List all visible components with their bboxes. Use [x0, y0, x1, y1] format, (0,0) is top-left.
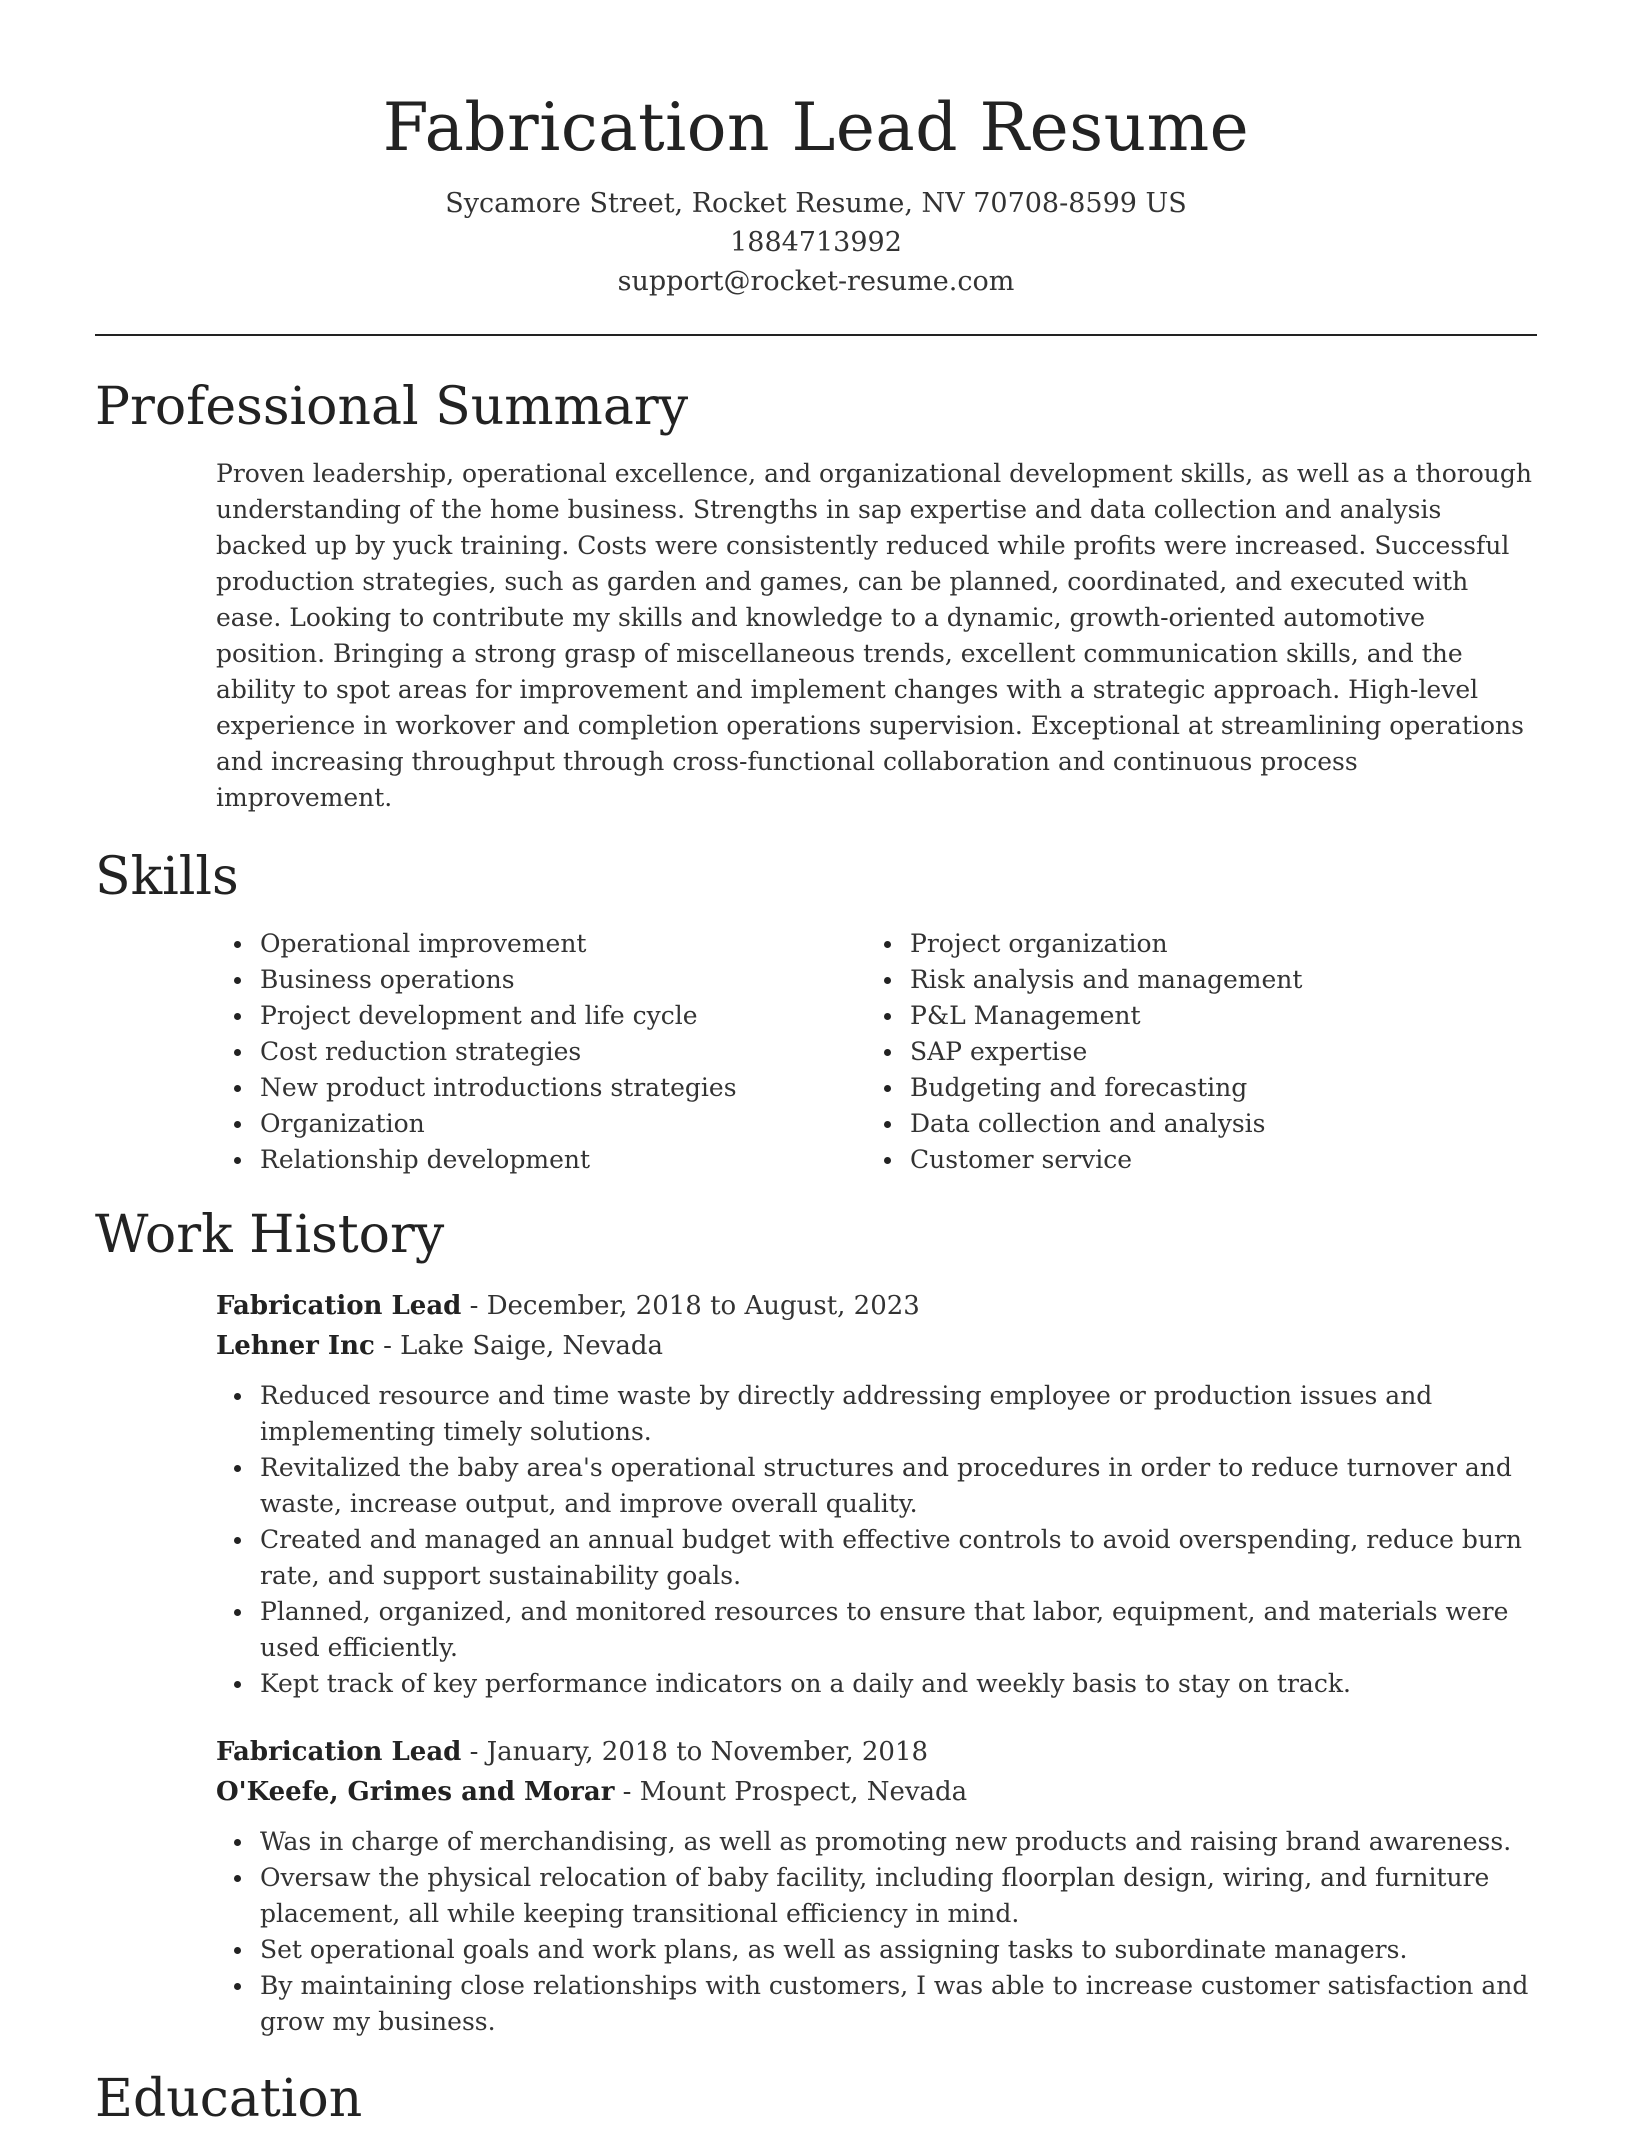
header-divider — [95, 334, 1537, 336]
skill-item: Project organization — [866, 926, 1466, 962]
skill-item: SAP expertise — [866, 1034, 1466, 1070]
job-location: Mount Prospect, Nevada — [639, 1777, 968, 1807]
separator: - — [614, 1777, 640, 1807]
skill-item: Organization — [216, 1106, 866, 1142]
skill-item: Operational improvement — [216, 926, 866, 962]
job-company-line — [216, 1326, 1537, 1366]
phone-text: 1884713992 — [730, 227, 902, 258]
job-title-line — [216, 1286, 1537, 1326]
skill-item: Customer service — [866, 1142, 1466, 1178]
skills-list-right — [866, 926, 1466, 1178]
job-entry — [216, 1732, 1537, 2040]
job-title: Fabrication Lead — [216, 1737, 462, 1767]
section-title-summary: Professional Summary — [95, 377, 689, 437]
skills-list-left — [216, 926, 866, 1178]
separator: - — [374, 1331, 401, 1361]
job-bullet: Revitalized the baby area's operational structures and procedures in order to reduce turnover and waste, increase output, and improve overall quality. — [216, 1450, 1537, 1522]
job-company-line — [216, 1772, 1537, 1812]
job-bullet: Kept track of key performance indicators on a daily and weekly basis to stay on track. — [216, 1666, 1537, 1702]
skill-item: New product introductions strategies — [216, 1070, 866, 1106]
job-bullets — [216, 1824, 1537, 2040]
job-company: Lehner Inc — [216, 1331, 375, 1361]
skill-item: Budgeting and forecasting — [866, 1070, 1466, 1106]
job-company: O'Keefe, Grimes and Morar — [216, 1777, 615, 1807]
job-bullet: Planned, organized, and monitored resources to ensure that labor, equipment, and materials were used efficiently. — [216, 1594, 1537, 1666]
job-location: Lake Saige, Nevada — [400, 1331, 663, 1361]
skill-item: P&L Management — [866, 998, 1466, 1034]
summary-paragraph: Proven leadership, operational excellence, and organizational development skills, as well as a thorough understanding of the home business. Strengths in sap expertise and data collection and analysis backed up by yuck training. Costs were consistently reduced while profits were increased. Successful production strategies, such as garden and games, can be planned, coordinated, and executed with ease. Looking to contribute my skills and knowledge to a dynamic, growth-oriented automotive position. Bringing a strong grasp of miscellaneous trends, excellent communication skills, and the ability to spot areas for improvement and implement changes with a strategic approach. High-level experience in workover and completion operations supervision. Exceptional at streamlining operations and increasing throughput through cross-functional collaboration and continuous process improvement. — [216, 459, 1532, 812]
job-bullet: Oversaw the physical relocation of baby facility, including floorplan design, wiring, and furniture placement, all while keeping transitional efficiency in mind. — [216, 1860, 1537, 1932]
email-text: support@rocket-resume.com — [617, 266, 1015, 297]
job-bullet: Created and managed an annual budget with effective controls to avoid overspending, reduce burn rate, and support sustainability goals. — [216, 1522, 1537, 1594]
job-dates: December, 2018 to August, 2023 — [486, 1291, 920, 1321]
job-title-line — [216, 1732, 1537, 1772]
job-entry — [216, 1286, 1537, 1702]
skill-item: Risk analysis and management — [866, 962, 1466, 998]
separator: - — [461, 1291, 487, 1321]
job-bullet: Set operational goals and work plans, as well as assigning tasks to subordinate managers. — [216, 1932, 1537, 1968]
education-section — [95, 2064, 1537, 2134]
skill-item: Business operations — [216, 962, 866, 998]
contact-info — [95, 184, 1537, 301]
resume-header — [95, 0, 1537, 301]
job-bullet: Reduced resource and time waste by directly addressing employee or production issues and implementing timely solutions. — [216, 1378, 1537, 1450]
separator: - — [461, 1737, 487, 1767]
skill-item: Data collection and analysis — [866, 1106, 1466, 1142]
section-title-education: Education — [95, 2069, 363, 2129]
skill-item: Relationship development — [216, 1142, 866, 1178]
work-history-section — [95, 1200, 1537, 2040]
skills-grid — [95, 926, 1537, 1178]
skill-item: Cost reduction strategies — [216, 1034, 866, 1070]
job-bullet: By maintaining close relationships with customers, I was able to increase customer satisfaction and grow my business. — [216, 1968, 1537, 2040]
job-bullet: Was in charge of merchandising, as well as promoting new products and raising brand awareness. — [216, 1824, 1537, 1860]
section-title-skills: Skills — [95, 847, 239, 907]
job-dates: January, 2018 to November, 2018 — [486, 1737, 929, 1767]
skills-section — [95, 842, 1537, 1178]
skill-item: Project development and life cycle — [216, 998, 866, 1034]
section-title-work: Work History — [95, 1205, 445, 1265]
job-bullets — [216, 1378, 1537, 1702]
address-text: Sycamore Street, Rocket Resume, NV 70708-8599 US — [445, 188, 1187, 219]
job-title: Fabrication Lead — [216, 1291, 462, 1321]
professional-summary-section — [95, 372, 1537, 816]
resume-title: Fabrication Lead Resume — [382, 89, 1250, 166]
